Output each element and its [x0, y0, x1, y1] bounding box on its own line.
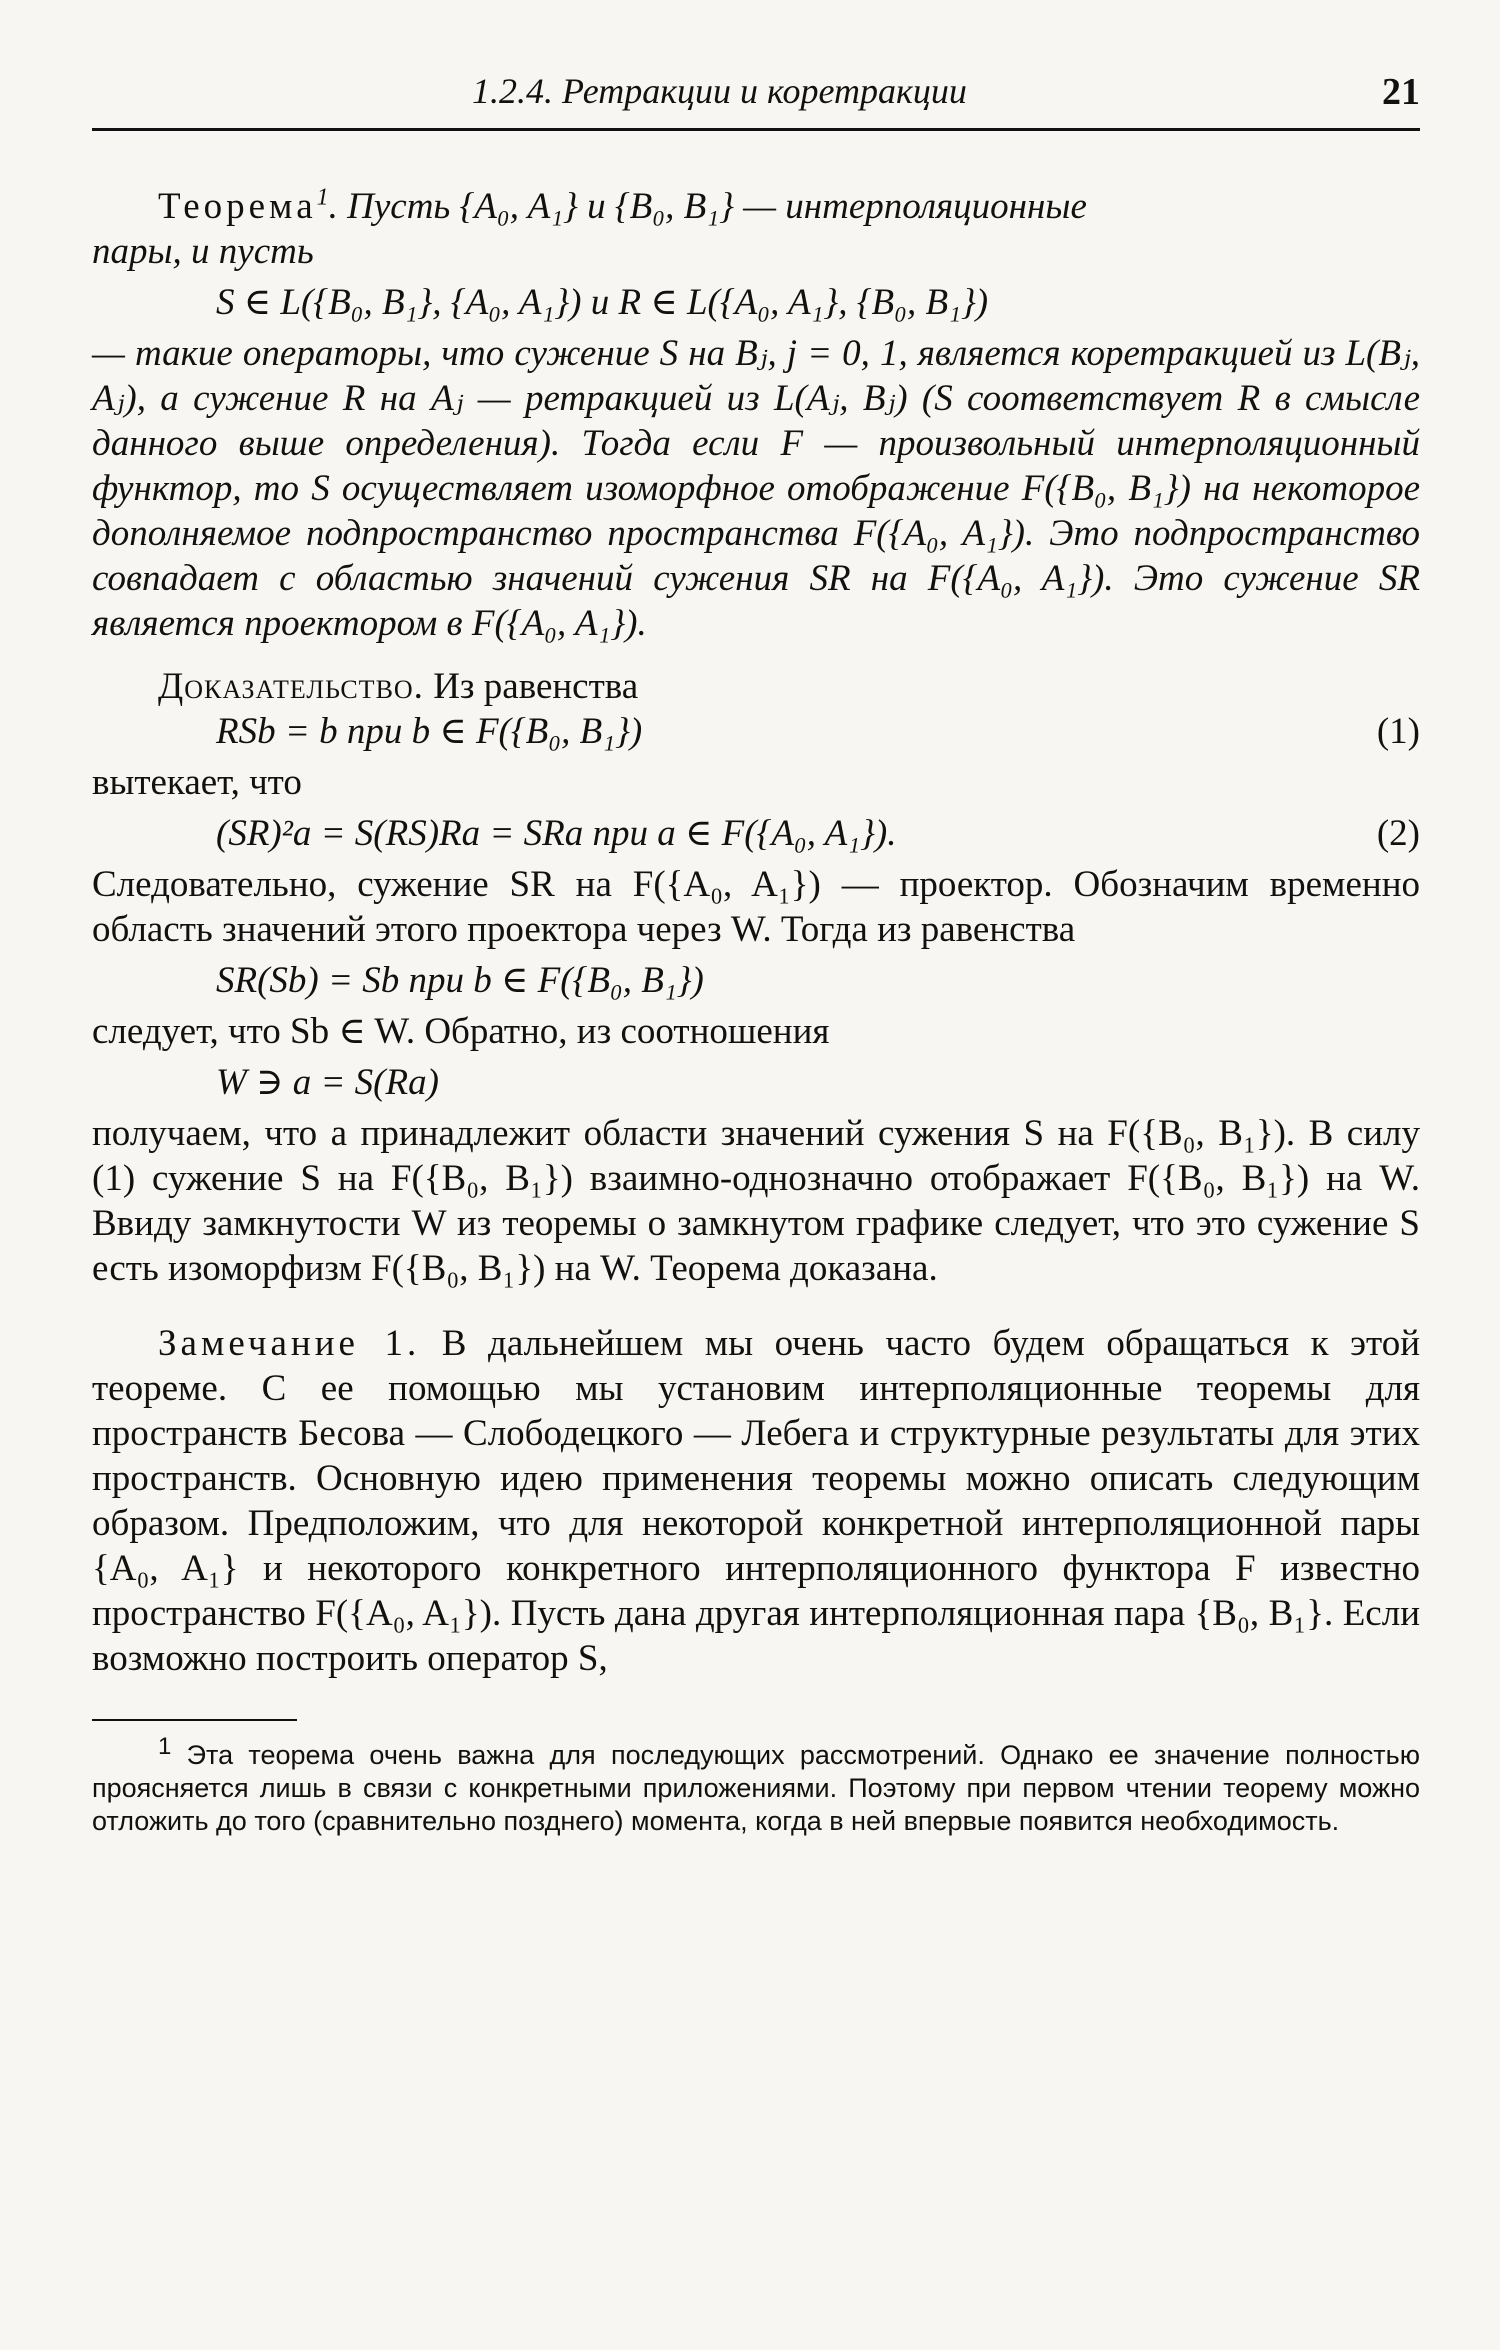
- proof-mid-text: вытекает, что: [92, 762, 302, 803]
- equation-4: [92, 1060, 1420, 1105]
- equation-1-number: (1): [1376, 711, 1420, 752]
- equation-3: [92, 958, 1420, 1003]
- proof-text-1: Следовательно, сужение SR на F({A₀, A₁}) — проектор. Обозначим временно область значений этого проектора через W. Тогда из равенства: [92, 864, 1420, 950]
- equation-4-expr: W ∋ a = S(Ra): [216, 1062, 439, 1103]
- footnote-text: Эта теорема очень важна для последующих рассмотрений. Однако ее значение полностью проясняется лишь в связи с конкретными приложениями. Поэтому при первом чтении теорему можно отложить до того (сравнительно позднего) момента, когда в ней впервые появится необходимость.: [92, 1740, 1420, 1836]
- theorem-intro: [92, 184, 1420, 274]
- footnote-mark: 1: [316, 184, 329, 211]
- remark-text: В дальнейшем мы очень часто будем обращаться к этой теореме. С ее помощью мы установим интерполяционные теоремы для пространств Бесова — Слободецкого — Лебега и структурные результаты для этих пространств. Основную идею применения теоремы можно описать следующим образом. Предположим, что для некоторой конкретной интерполяционной пары {A₀, A₁} и некоторого конкретного интерполяционного функтора F известно пространство F({A₀, A₁}). Пусть дана другая интерполяционная пара {B₀, B₁}. Если возможно построить оператор S,: [92, 1323, 1420, 1679]
- theorem-formula: S ∈ L({B₀, B₁}, {A₀, A₁}) и R ∈ L({A₀, A₁}, {B₀, B₁}): [216, 282, 989, 323]
- page-number: 21: [1382, 71, 1420, 113]
- section-title: 1.2.4. Ретракции и коретракции: [472, 71, 967, 111]
- equation-1-expr: RSb = b при b ∈ F({B₀, B₁}): [216, 711, 643, 752]
- equation-2: [92, 811, 1420, 856]
- remark-1: [92, 1321, 1420, 1681]
- footnote-rule: [92, 1719, 297, 1721]
- running-header: [92, 70, 1420, 130]
- equation-2-expr: (SR)²a = S(RS)Ra = SRa при a ∈ F({A₀, A₁}).: [216, 813, 897, 854]
- footnote-number: 1: [158, 1733, 172, 1760]
- theorem-intro-line-2: пары, и пусть: [92, 231, 314, 272]
- theorem-intro-line-1: . Пусть {A₀, A₁} и {B₀, B₁} — интерполяционные: [328, 186, 1087, 227]
- theorem-label: Теорема: [158, 186, 317, 227]
- header-rule: [92, 128, 1420, 131]
- page: [92, 70, 1420, 1838]
- proof-label: Доказательство.: [158, 666, 424, 707]
- theorem-body: — такие операторы, что сужение S на Bⱼ, j = 0, 1, является коретракцией из L(Bⱼ, Aⱼ), а сужение R на Aⱼ — ретракцией из L(Aⱼ, Bⱼ) (S соответствует R в смысле данного выше определения). Тогда если F — произвольный интерполяционный функтор, то S осуществляет изоморфное отображение F({B₀, B₁}) на некоторое дополняемое подпространство пространства F({A₀, A₁}). Это подпространство совпадает с областью значений сужения SR на F({A₀, A₁}). Это сужение SR является проектором в F({A₀, A₁}).: [92, 333, 1420, 644]
- remark-label: Замечание 1.: [158, 1323, 421, 1364]
- equation-2-number: (2): [1376, 813, 1420, 854]
- footnote: [92, 1733, 1420, 1838]
- equation-3-expr: SR(Sb) = Sb при b ∈ F({B₀, B₁}): [216, 960, 704, 1001]
- proof-intro-text: Из равенства: [423, 666, 639, 707]
- equation-1: [92, 709, 1420, 754]
- proof-text-3: получаем, что a принадлежит области значений сужения S на F({B₀, B₁}). В силу (1) сужение S на F({B₀, B₁}) взаимно-однозначно отображает F({B₀, B₁}) на W. Ввиду замкнутости W из теоремы о замкнутом графике следует, что это сужение S есть изоморфизм F({B₀, B₁}) на W. Теорема доказана.: [92, 1113, 1420, 1289]
- proof-text-2: следует, что Sb ∈ W. Обратно, из соотношения: [92, 1011, 830, 1052]
- proof-intro: [92, 664, 1420, 709]
